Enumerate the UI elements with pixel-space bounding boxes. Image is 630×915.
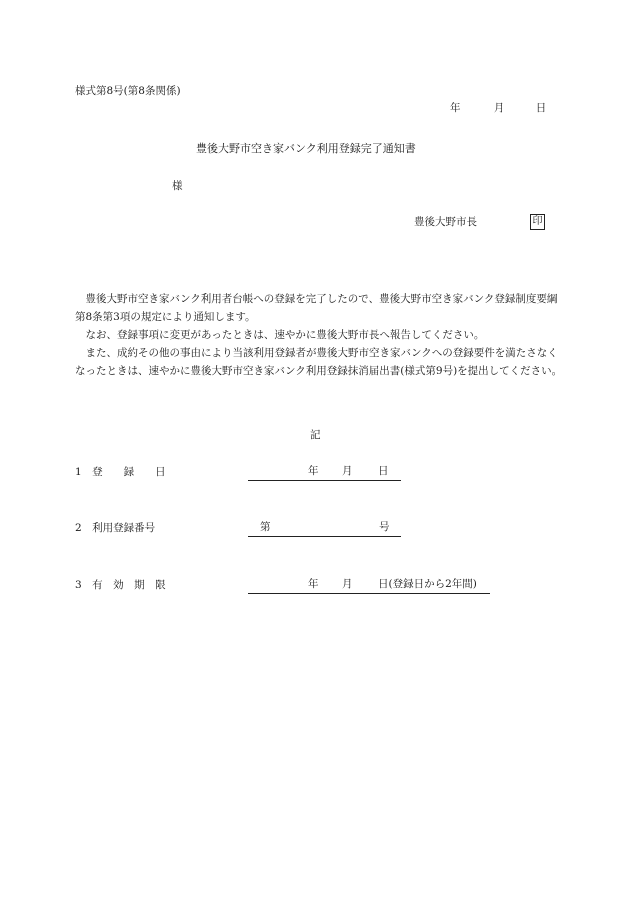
registration-date-blank — [248, 464, 401, 481]
item-validity-period-label: 3 有 効 期 限 — [75, 579, 166, 591]
date-month: 月 — [493, 102, 505, 114]
validity-month-unit: 月 — [342, 578, 353, 590]
validity-year-unit: 年 — [308, 578, 319, 590]
reg-year-unit: 年 — [308, 465, 319, 477]
issuer-name: 豊後大野市長 — [414, 216, 477, 228]
reg-day-unit: 日 — [378, 465, 389, 477]
reg-number-prefix: 第 — [260, 521, 271, 533]
reg-number-suffix: 号 — [379, 521, 390, 533]
seal-mark: 印 — [530, 214, 545, 230]
ki-heading: 記 — [310, 429, 321, 441]
item-registration-number-label: 2 利用登録番号 — [75, 522, 156, 534]
addressee-suffix: 様 — [172, 180, 183, 192]
form-number: 様式第8号(第8条関係) — [75, 85, 181, 97]
document-title: 豊後大野市空き家バンク利用登録完了通知書 — [196, 142, 416, 155]
body-paragraph-1: 豊後大野市空き家バンク利用者台帳への登録を完了したので、豊後大野市空き家バンク登録制度要綱第8条第3項の規定により通知します。 — [75, 293, 558, 323]
reg-month-unit: 月 — [342, 465, 353, 477]
validity-day-unit: 日(登録日から2年間) — [378, 578, 477, 590]
date-year: 年 — [450, 102, 461, 114]
body-paragraph-2: なお、登録事項に変更があったときは、速やかに豊後大野市長へ報告してください。 — [85, 329, 485, 341]
date-day: 日 — [535, 102, 547, 114]
registration-number-blank — [248, 520, 401, 537]
item-registration-date-label: 1 登 録 日 — [75, 466, 166, 478]
issue-date — [450, 101, 556, 117]
body-paragraph-3: また、成約その他の事由により当該利用登録者が豊後大野市空き家バンクへの登録要件を満たさなくなったときは、速やかに豊後大野市空き家バンク利用登録抹消届出書(様式第9号)を提出してください。 — [75, 347, 563, 377]
validity-period-blank — [248, 577, 490, 594]
notice-body — [75, 290, 563, 380]
